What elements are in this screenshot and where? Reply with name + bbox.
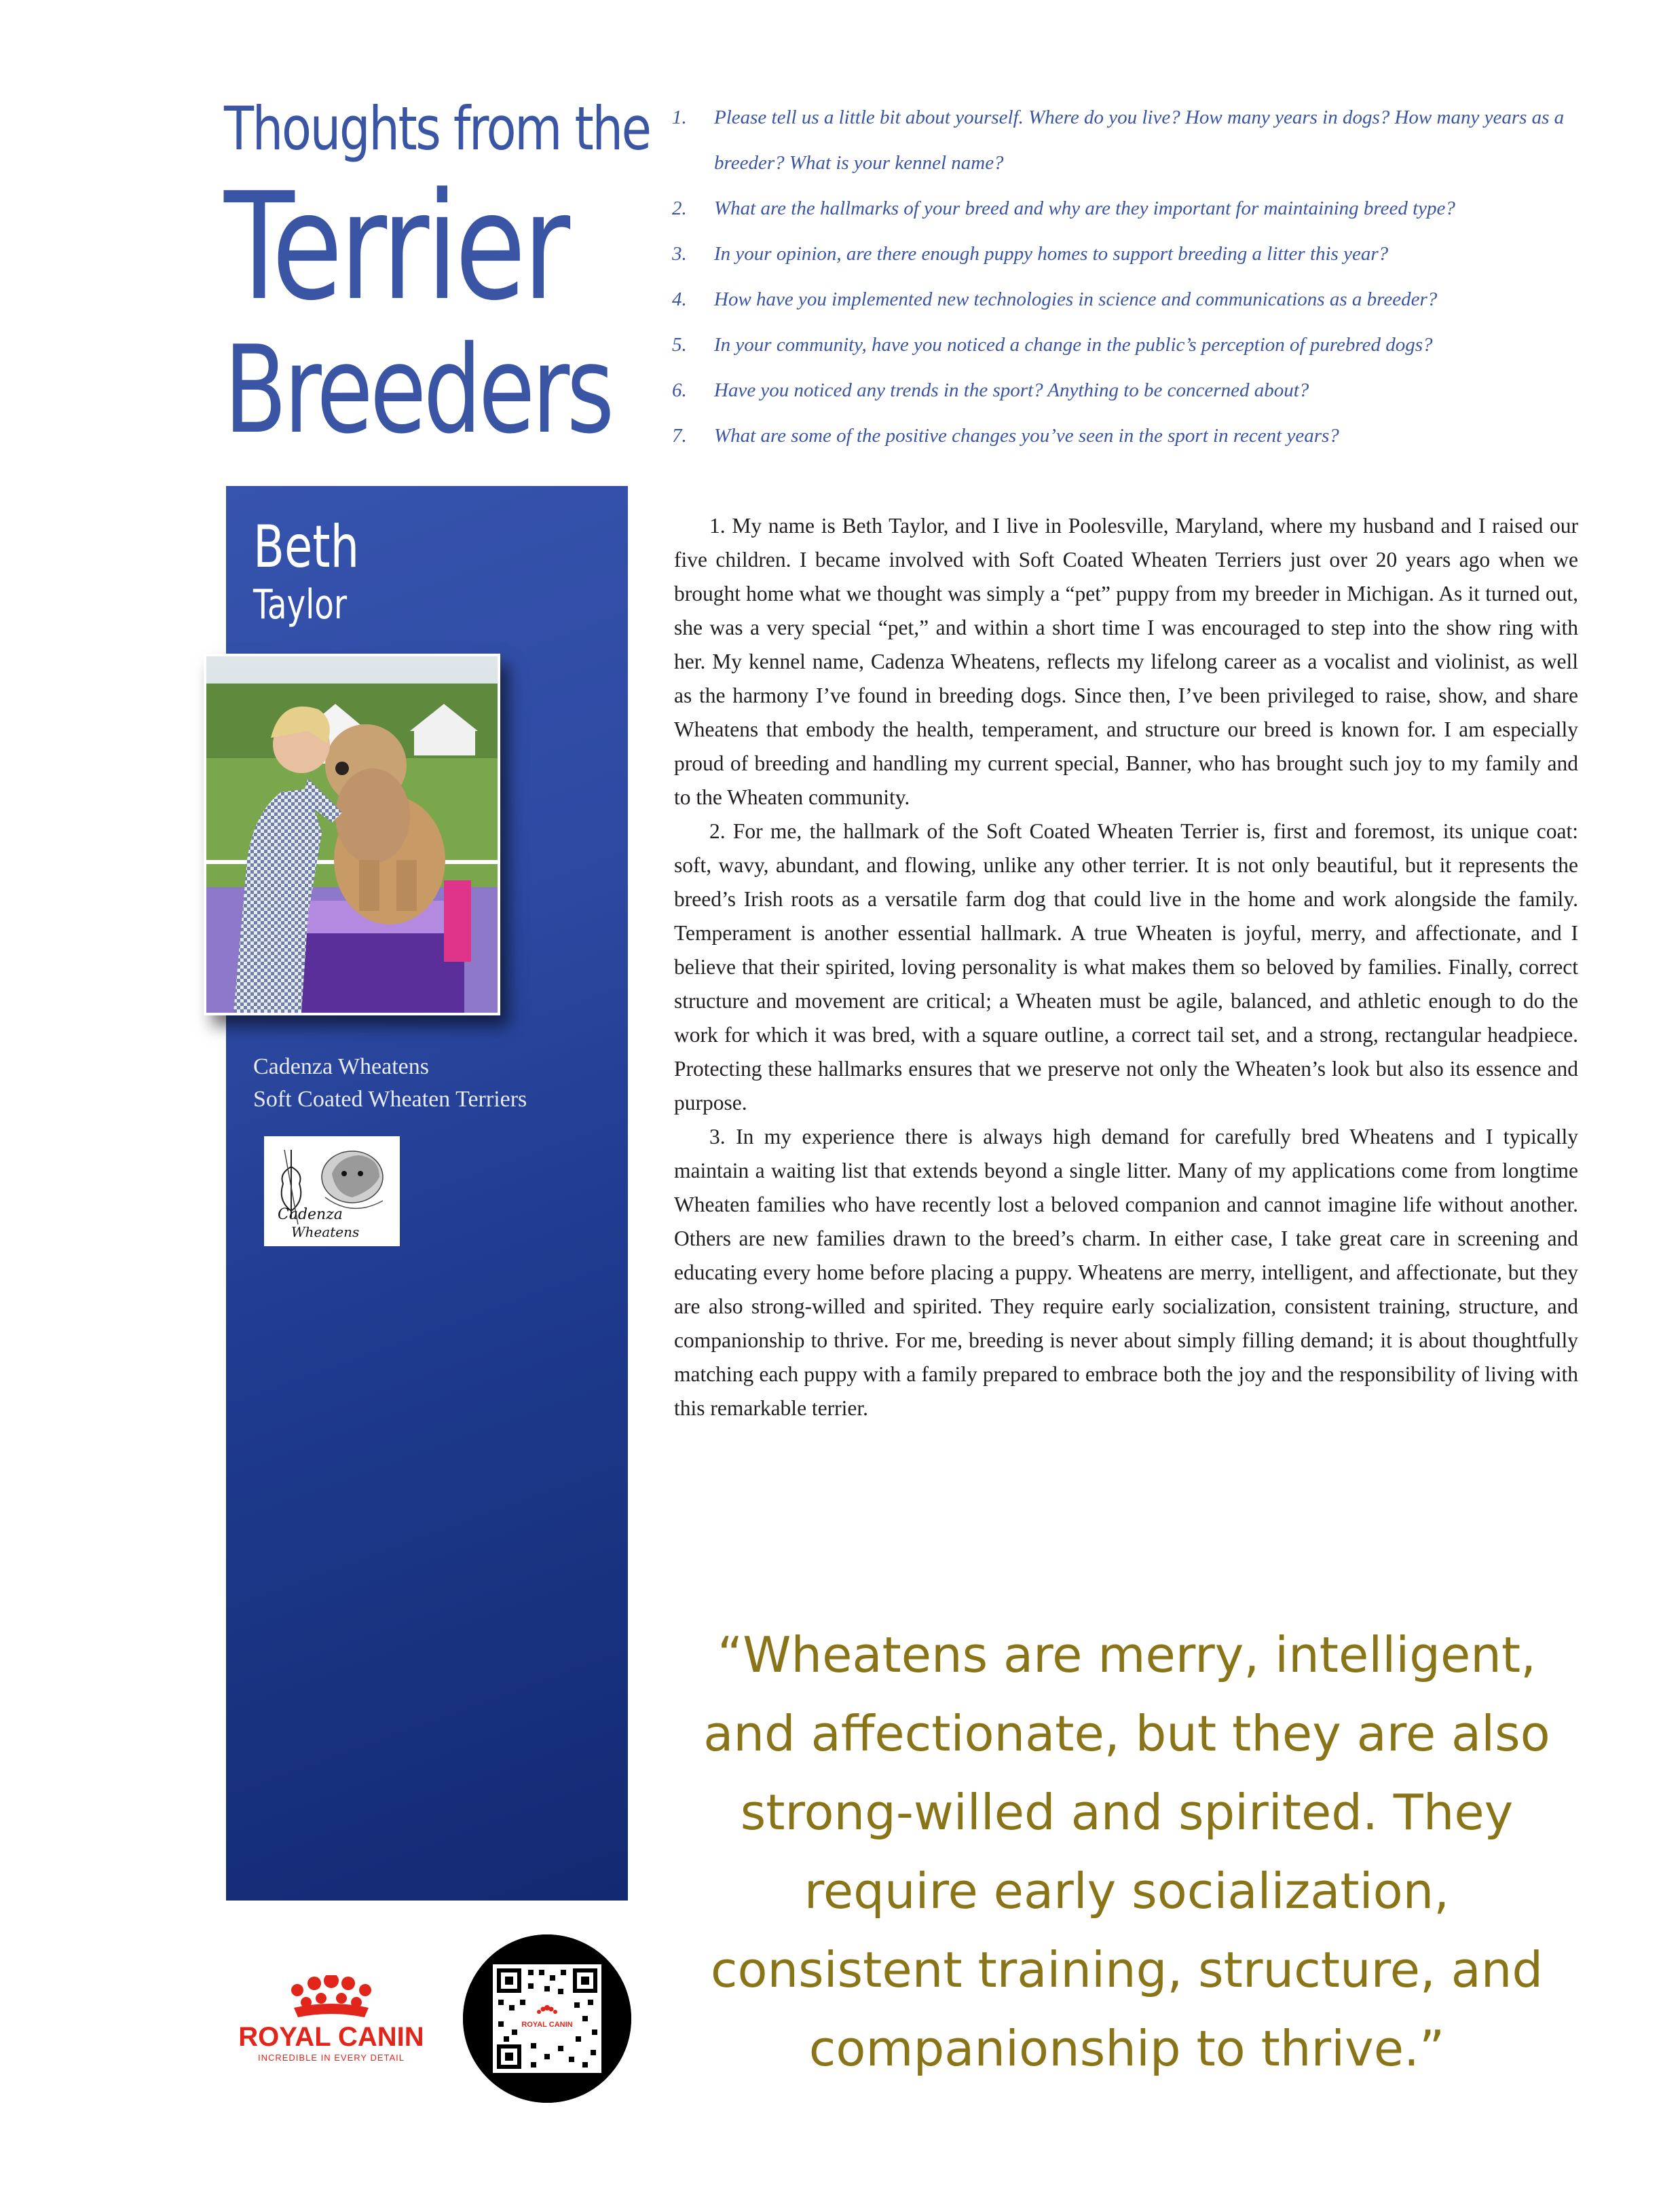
- breeder-photo-illustration: [206, 656, 498, 1013]
- question-item: [672, 368, 1582, 413]
- question-text: In your opinion, are there enough puppy homes to support breeding a litter this year?: [714, 243, 1389, 265]
- question-number: 2.: [672, 198, 687, 219]
- breeder-last-name: Taylor: [253, 581, 348, 629]
- question-text: What are some of the positive changes you’ve seen in the sport in recent years?: [714, 425, 1339, 447]
- answer-body: [674, 509, 1578, 1425]
- question-item: [672, 322, 1582, 368]
- brand-tagline: INCREDIBLE IN EVERY DETAIL: [257, 2053, 405, 2063]
- answer-paragraph: 1. My name is Beth Taylor, and I live in Poolesville, Maryland, where my husband and I raised our five children. I became involved with Soft Coated Wheaten Terriers just over 20 years ago when we brought home what we thought was simply a “pet” puppy from my breeder in Michigan. As it turned out, she was a very special “pet,” and within a short time I was encouraged to step into the show ring with her. My kennel name, Cadenza Wheatens, reflects my lifelong career as a vocalist and violinist, as well as the harmony I’ve found in breeding dogs. Since then, I’ve been privileged to raise, show, and share Wheatens that embody the health, temperament, and structure our breed is known for. I am especially proud of breeding and handling my current special, Banner, who has brought such joy to my family and to the Wheaten community.: [674, 514, 1578, 809]
- crown-icon: [226, 1975, 436, 2063]
- breeder-photo: [204, 654, 500, 1015]
- page-title: [224, 94, 650, 460]
- question-number: 4.: [672, 288, 687, 310]
- kennel-name: Cadenza Wheatens: [253, 1054, 429, 1079]
- title-line-1: Thoughts from the: [224, 94, 650, 164]
- qr-code-icon: [463, 1934, 631, 2103]
- question-item: [672, 186, 1582, 231]
- answer-paragraph: 3. In my experience there is always high demand for carefully bred Wheatens and I typically maintain a waiting list that extends beyond a single litter. Many of my applications come from longtime Wheaten families who have recently lost a beloved companion and cannot imagine life without another. Others are new families drawn to the breed’s charm. In either case, I take great care in screening and educating every home before placing a puppy. Wheatens are merry, intelligent, and affectionate, but they are also strong-willed and spirited. They require early socialization, consistent training, structure, and companionship to thrive. For me, breeding is never about simply filling demand; it is about thoughtfully matching each puppy with a family prepared to embrace both the joy and the responsibility of living with this remarkable terrier.: [674, 1125, 1578, 1420]
- question-text: How have you implemented new technologies in science and communications as a breeder?: [714, 288, 1438, 310]
- pull-quote: “Wheatens are merry, intelligent, and affectionate, but they are also strong-willed and spirited. They require early socialization, consistent training, structure, and companionship to thrive.”: [703, 1626, 1550, 2077]
- question-number: 3.: [672, 243, 687, 265]
- breeder-first-name: Beth: [253, 513, 360, 581]
- title-line-3: Breeders: [224, 320, 612, 460]
- kennel-logo: [264, 1136, 400, 1246]
- question-number: 6.: [672, 379, 687, 401]
- question-item: [672, 277, 1582, 322]
- royal-canin-logo: [226, 1975, 436, 2063]
- title-line-2: Terrier: [224, 162, 567, 333]
- breeder-sidebar: [226, 486, 628, 1901]
- question-text: Please tell us a little bit about yourself. Where do you live? How many years in dogs? How many years as a breeder? What is your kennel name?: [714, 107, 1565, 174]
- question-number: 7.: [672, 425, 687, 447]
- brand-name: ROYAL CANIN: [238, 2022, 424, 2052]
- qr-brand-label: ROYAL CANIN: [521, 2021, 573, 2029]
- question-text: In your community, have you noticed a change in the public’s perception of purebred dogs?: [714, 334, 1433, 356]
- qr-code[interactable]: [463, 1934, 631, 2103]
- question-list: [672, 95, 1582, 459]
- question-item: [672, 95, 1582, 186]
- question-item: [672, 413, 1582, 459]
- question-text: Have you noticed any trends in the sport? Anything to be concerned about?: [714, 379, 1309, 401]
- answer-paragraph: 2. For me, the hallmark of the Soft Coated Wheaten Terrier is, first and foremost, its unique coat: soft, wavy, abundant, and flowing, unlike any other terrier. It is not only beautiful, but it represents the breed’s Irish roots as a versatile farm dog that could live in the home and work alongside the family. Temperament is another essential hallmark. A true Wheaten is joyful, merry, and affectionate, and I believe that their spirited, loving personality is what makes them so beloved by families. Finally, correct structure and movement are critical; a Wheaten must be agile, balanced, and athletic enough to do the work for which it was bred, with a square outline, a correct tail set, and a strong, rectangular headpiece. Protecting these hallmarks ensures that we preserve not only the Wheaten’s look but also its essence and purpose.: [674, 819, 1578, 1115]
- logo-text-1: Cadenza: [278, 1206, 343, 1223]
- question-text: What are the hallmarks of your breed and why are they important for maintaining breed type?: [714, 198, 1455, 219]
- question-number: 5.: [672, 334, 687, 356]
- logo-text-2: Wheatens: [291, 1224, 360, 1240]
- question-item: [672, 231, 1582, 277]
- violin-dog-logo-icon: [264, 1136, 400, 1246]
- breed-name: Soft Coated Wheaten Terriers: [253, 1087, 527, 1112]
- question-number: 1.: [672, 107, 687, 128]
